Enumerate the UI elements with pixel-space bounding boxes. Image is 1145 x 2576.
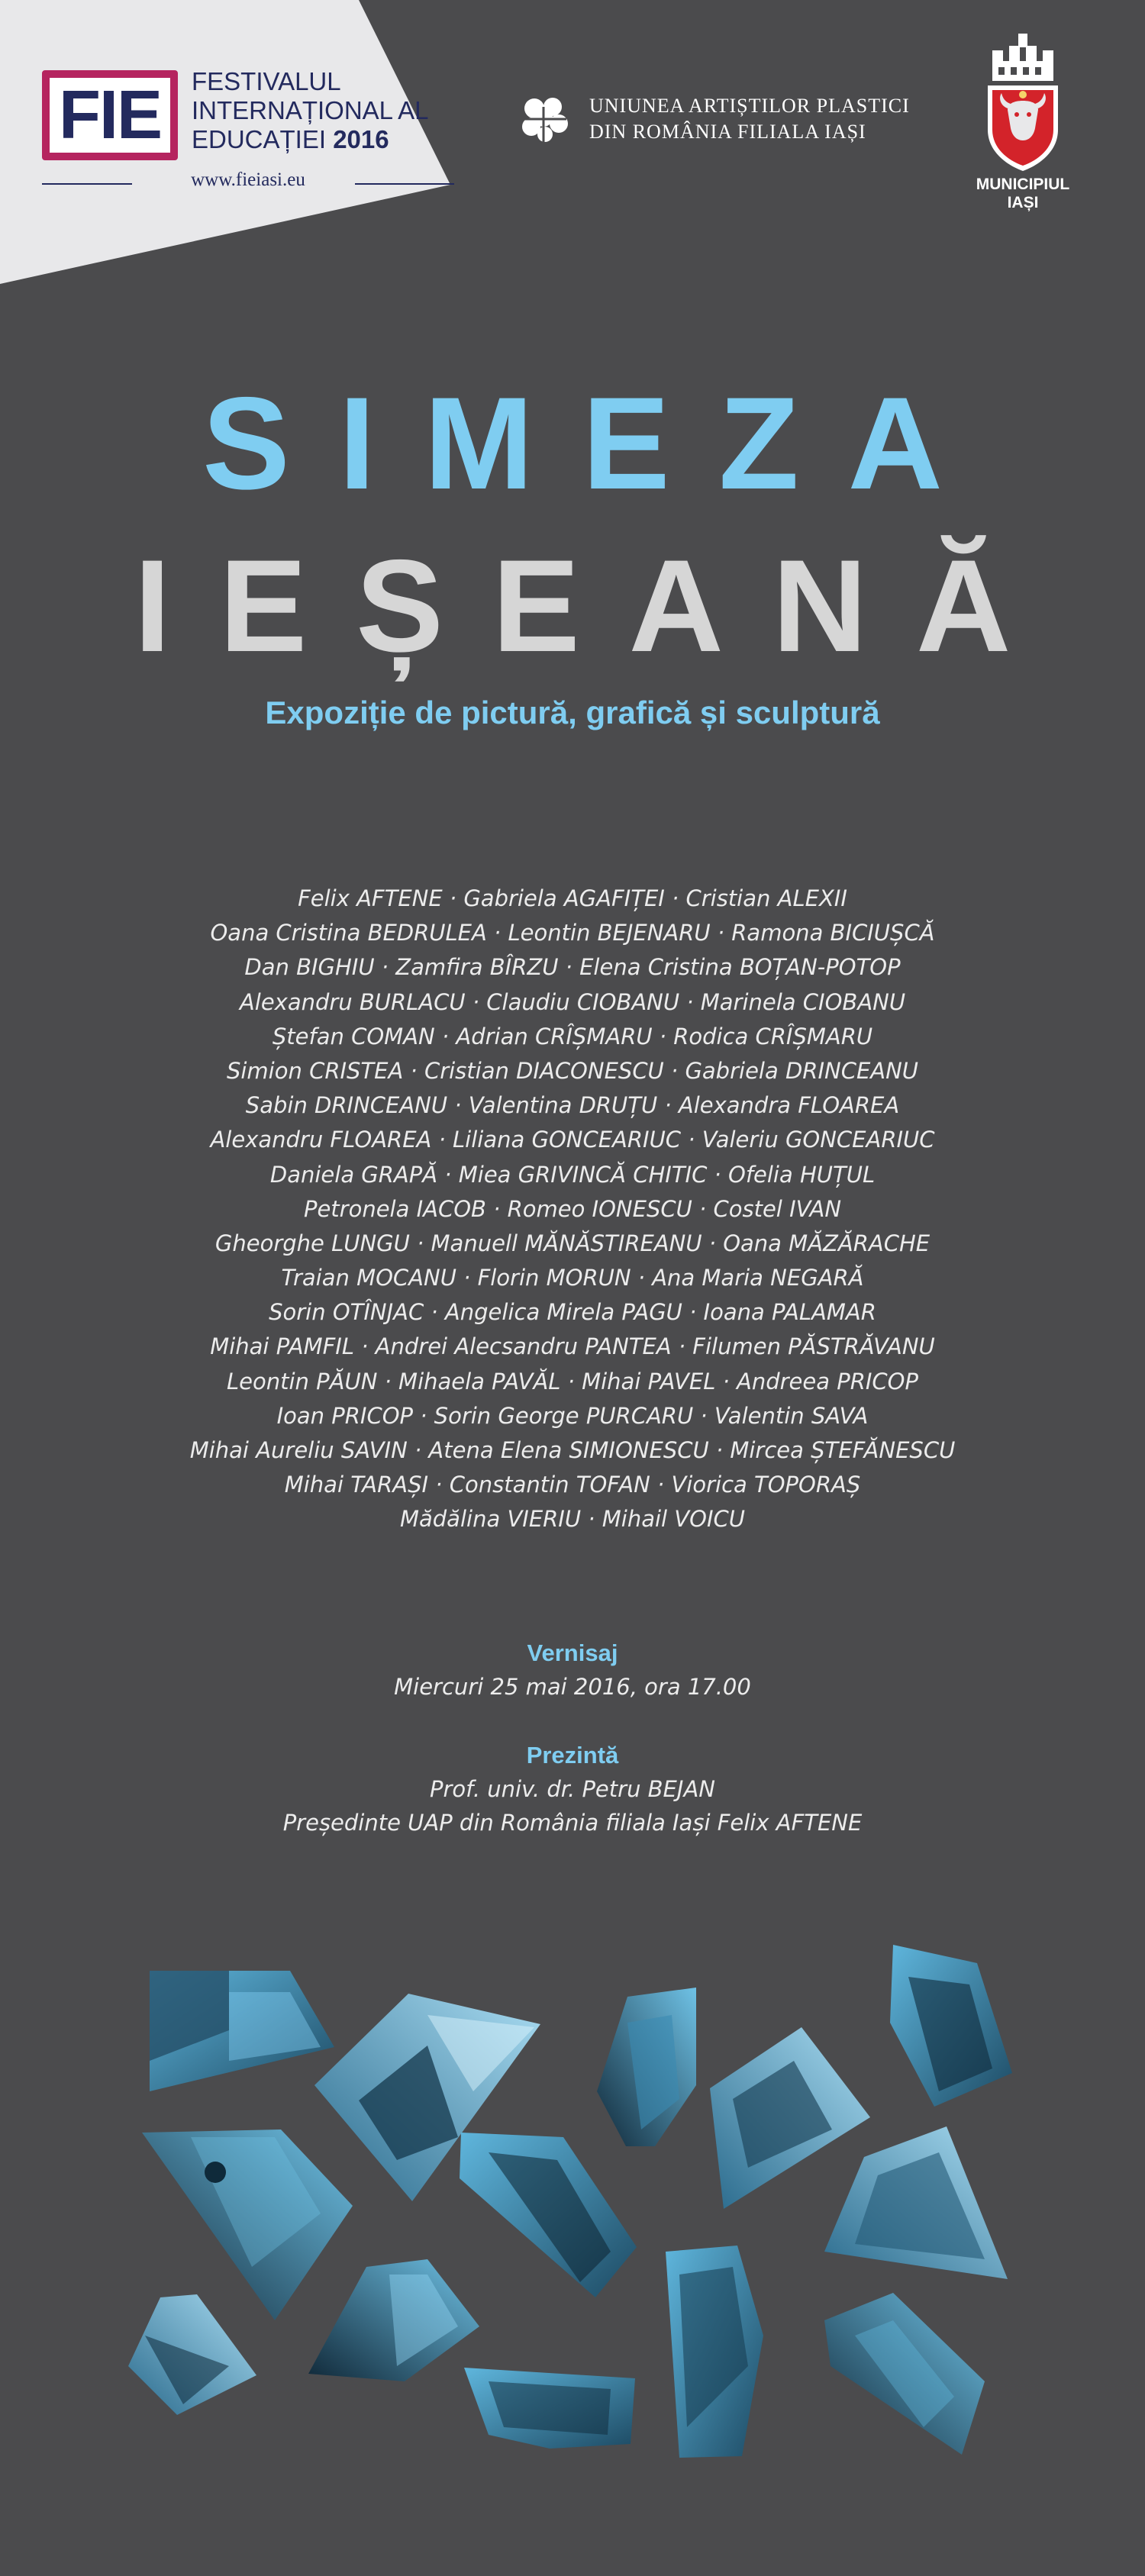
- artwork-shard: [890, 1945, 1012, 2107]
- uap-name: [589, 93, 918, 145]
- artwork-shard: [824, 2293, 985, 2455]
- prezinta-line-2: Președinte UAP din România filiala Iași Felix AFTENE: [282, 1810, 863, 1836]
- vernisaj-date: Miercuri 25 mai 2016, ora 17.00: [394, 1674, 751, 1700]
- artwork-shard: [150, 1971, 334, 2091]
- artwork-shard: [142, 2129, 353, 2320]
- artists-line: Petronela IACOB · Romeo IONESCU · Costel IVAN: [303, 1195, 842, 1222]
- fie-url[interactable]: www.fieiasi.eu: [191, 169, 305, 190]
- iasi-crest[interactable]: [971, 31, 1075, 214]
- prezinta-line-1: Prof. univ. dr. Petru BEJAN: [430, 1776, 715, 1802]
- crest-line-2: IAȘI: [1007, 194, 1039, 211]
- artwork-shard: [824, 2126, 1008, 2279]
- fie-logo-text: [192, 67, 451, 154]
- fie-logo-mark: FIE: [42, 70, 178, 160]
- artwork-shard: [710, 2027, 870, 2209]
- artwork-shard: [666, 2246, 763, 2458]
- artists-line: Simion CRISTEA · Cristian DIACONESCU · Gabriela DRINCEANU: [226, 1057, 919, 1084]
- artists-line: Mihai Aureliu SAVIN · Atena Elena SIMIONESCU · Mircea ȘTEFĂNESCU: [189, 1437, 956, 1463]
- artists-line: Sorin OTÎNJAC · Angelica Mirela PAGU · Ioana PALAMAR: [269, 1299, 876, 1326]
- artists-line: Alexandru BURLACU · Claudiu CIOBANU · Marinela CIOBANU: [239, 988, 906, 1015]
- artists-line: Dan BIGHIU · Zamfira BÎRZU · Elena Cristina BOȚAN-POTOP: [244, 954, 901, 981]
- fie-line-1: FESTIVALUL: [192, 67, 341, 95]
- artwork-shard: [460, 2133, 637, 2297]
- artwork-shard: [464, 2368, 635, 2449]
- uap-line-1: UNIUNEA ARTIȘTILOR PLASTICI: [589, 95, 910, 117]
- crest-label: [971, 176, 1075, 212]
- artists-line: Leontin PĂUN · Mihaela PAVĂL · Mihai PAVEL · Andreea PRICOP: [227, 1368, 918, 1394]
- artists-line: Mihai PAMFIL · Andrei Alecsandru PANTEA · Filumen PĂSTRĂVANU: [210, 1333, 935, 1360]
- artwork-collage: [0, 1908, 1145, 2576]
- artists-line: Traian MOCANU · Florin MORUN · Ana Maria NEGARĂ: [281, 1265, 864, 1291]
- artists-line: Alexandru FLOAREA · Liliana GONCEARIUC · Valeriu GONCEARIUC: [210, 1127, 935, 1153]
- artists-line: Sabin DRINCEANU · Valentina DRUȚU · Alexandra FLOAREA: [245, 1092, 900, 1119]
- fie-line-2: INTERNAȚIONAL AL: [192, 96, 429, 124]
- fie-line-3: [192, 125, 451, 154]
- crest-line-1: MUNICIPIUL: [976, 176, 1070, 193]
- vernisaj-heading: Vernisaj: [527, 1639, 618, 1666]
- title-line-2: IEȘEANĂ: [134, 533, 1060, 679]
- fie-line-3-text: EDUCAȚIEI: [192, 125, 327, 153]
- uap-logo[interactable]: [516, 90, 913, 151]
- prezinta-heading: Prezintă: [526, 1742, 619, 1768]
- uap-line-2: DIN ROMÂNIA FILIALA IAȘI: [589, 121, 866, 143]
- title-line-1: SIMEZA: [202, 370, 992, 517]
- fie-logo[interactable]: [42, 67, 454, 197]
- artists-line: Mihai TARAȘI · Constantin TOFAN · Viorica TOPORAȘ: [284, 1472, 861, 1498]
- fie-year: 2016: [333, 125, 389, 153]
- artists-line: Oana Cristina BEDRULEA · Leontin BEJENARU · Ramona BICIUȘCĂ: [210, 920, 935, 946]
- artwork-shard: [128, 2294, 256, 2415]
- coat-of-arms-icon: [971, 31, 1075, 176]
- artists-list: [0, 882, 1145, 1537]
- prezinta-block: [0, 1739, 1145, 1839]
- artwork-shard: [308, 2259, 479, 2381]
- subtitle: Expoziție de pictură, grafică și sculptură: [265, 695, 880, 730]
- vernisaj-block: [0, 1636, 1145, 1704]
- artists-line: Ștefan COMAN · Adrian CRÎȘMARU · Rodica CRÎȘMARU: [272, 1023, 873, 1049]
- artists-line: Felix AFTENE · Gabriela AGAFIȚEI · Cristian ALEXII: [298, 885, 847, 911]
- uap-cloud-icon: [516, 92, 572, 148]
- artwork-shard: [597, 1988, 696, 2146]
- artists-line: Daniela GRAPĂ · Miea GRIVINCĂ CHITIC · Ofelia HUȚUL: [269, 1161, 876, 1188]
- artists-line: Gheorghe LUNGU · Manuell MĂNĂSTIREANU · Oana MĂZĂRACHE: [214, 1230, 931, 1256]
- artists-line: Mădălina VIERIU · Mihail VOICU: [399, 1506, 745, 1533]
- artists-line: Ioan PRICOP · Sorin George PURCARU · Valentin SAVA: [276, 1402, 869, 1429]
